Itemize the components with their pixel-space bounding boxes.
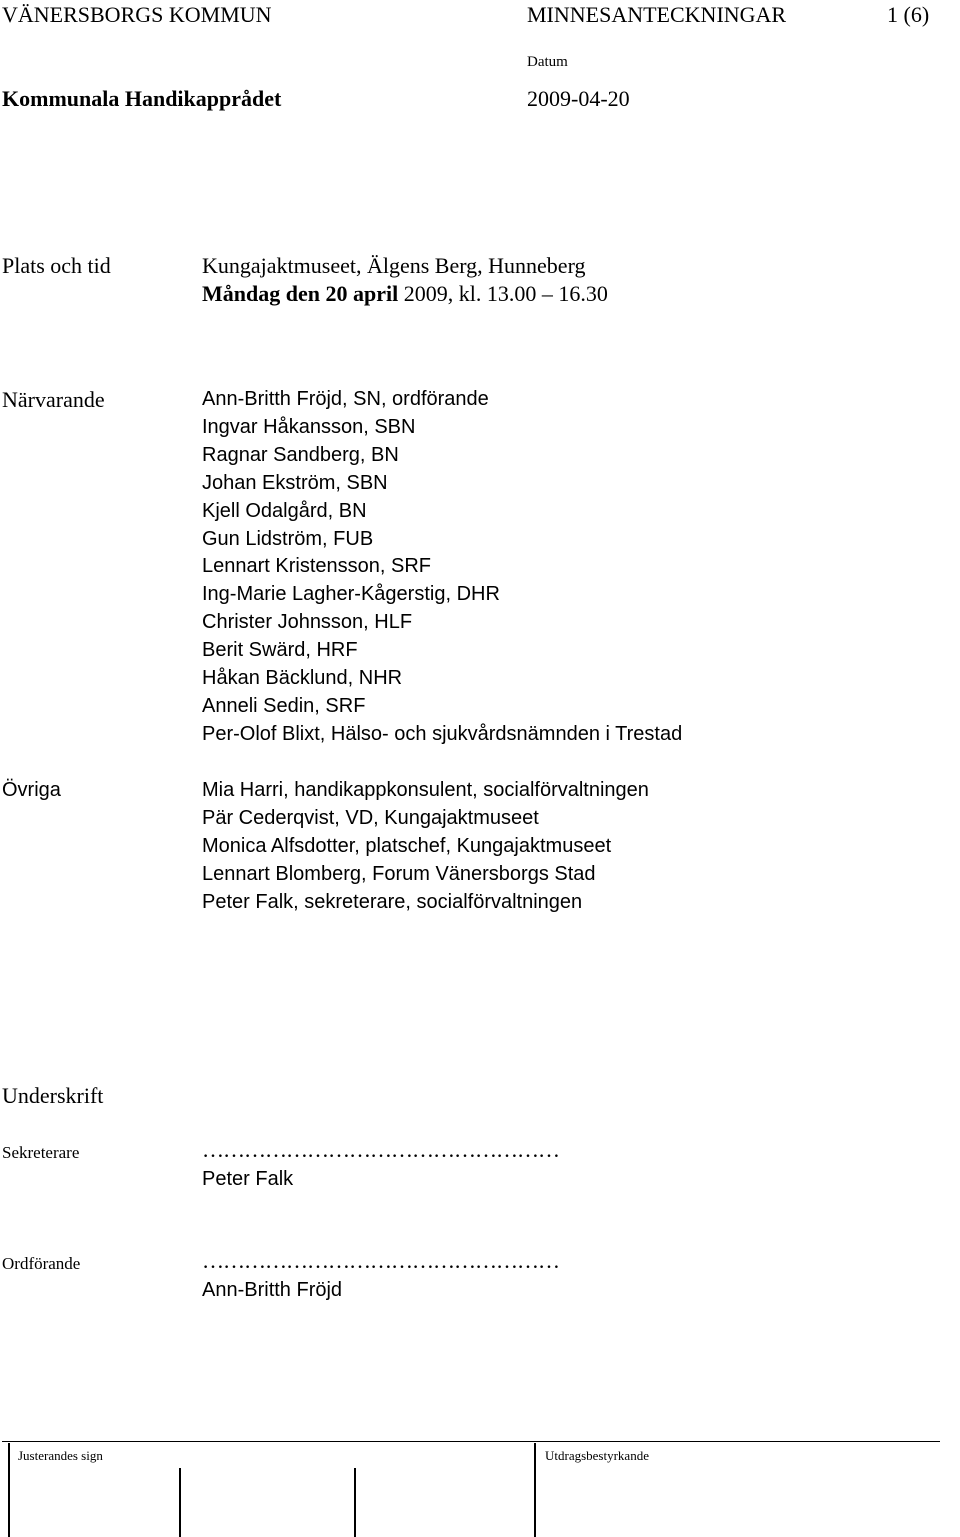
list-item: Ann-Britth Fröjd, SN, ordförande [202, 388, 489, 410]
meeting-location: Kungajaktmuseet, Älgens Berg, Hunneberg [202, 253, 586, 278]
meeting-date: 2009-04-20 [527, 86, 630, 111]
present-label: Närvarande [2, 387, 105, 412]
meeting-time-rest: 2009, kl. 13.00 – 16.30 [398, 281, 608, 306]
secretary-signature-line: …………………………………………… [202, 1137, 559, 1162]
list-item: Ing-Marie Lagher-Kågerstig, DHR [202, 583, 500, 606]
footer-box-border [179, 1468, 181, 1537]
document-type: MINNESANTECKNINGAR [527, 2, 787, 27]
municipality-name: VÄNERSBORGS KOMMUN [2, 2, 272, 27]
present-list [202, 386, 682, 749]
list-item: Christer Johnsson, HLF [202, 611, 413, 634]
list-item: Lennart Blomberg, Forum Vänersborgs Stad [202, 862, 596, 885]
others-label: Övriga [2, 779, 61, 801]
list-item: Per-Olof Blixt, Hälso- och sjukvårdsnämnden i Trestad [202, 722, 683, 745]
date-label: Datum [527, 54, 568, 70]
list-item: Kjell Odalgård, BN [202, 499, 367, 522]
footer-box-border [534, 1443, 536, 1537]
meeting-day: Måndag den 20 april [202, 281, 399, 306]
footer-utdrag-label: Utdragsbestyrkande [545, 1448, 649, 1463]
list-item: Lennart Kristensson, SRF [202, 555, 431, 578]
list-item: Berit Swärd, HRF [202, 639, 358, 662]
list-item: Peter Falk, sekreterare, socialförvaltningen [202, 890, 583, 913]
footer-justerandes-label: Justerandes sign [18, 1448, 103, 1463]
list-item: Gun Lidström, FUB [202, 527, 374, 550]
secretary-name: Peter Falk [202, 1168, 294, 1190]
list-item: Ragnar Sandberg, BN [202, 443, 399, 466]
place-time-label: Plats och tid [2, 253, 111, 278]
list-item: Mia Harri, handikappkonsulent, socialförvaltningen [202, 779, 649, 801]
chair-label: Ordförande [2, 1254, 81, 1273]
chair-name: Ann-Britth Fröjd [202, 1279, 343, 1301]
others-list [202, 777, 649, 917]
footer-box-border [8, 1443, 10, 1537]
list-item: Anneli Sedin, SRF [202, 694, 366, 717]
list-item: Johan Ekström, SBN [202, 471, 388, 494]
meeting-time [202, 280, 608, 308]
page-number: 1 (6) [887, 2, 930, 27]
list-item: Håkan Bäcklund, NHR [202, 667, 403, 690]
footer-box-border [354, 1468, 356, 1537]
secretary-label: Sekreterare [2, 1143, 80, 1162]
signature-heading: Underskrift [2, 1083, 104, 1108]
list-item: Monica Alfsdotter, platschef, Kungajaktmuseet [202, 834, 612, 857]
chair-signature-line: …………………………………………… [202, 1248, 559, 1273]
list-item: Ingvar Håkansson, SBN [202, 415, 416, 438]
list-item: Pär Cederqvist, VD, Kungajaktmuseet [202, 806, 539, 829]
footer-divider [2, 1441, 940, 1442]
body-name: Kommunala Handikapprådet [2, 86, 282, 111]
